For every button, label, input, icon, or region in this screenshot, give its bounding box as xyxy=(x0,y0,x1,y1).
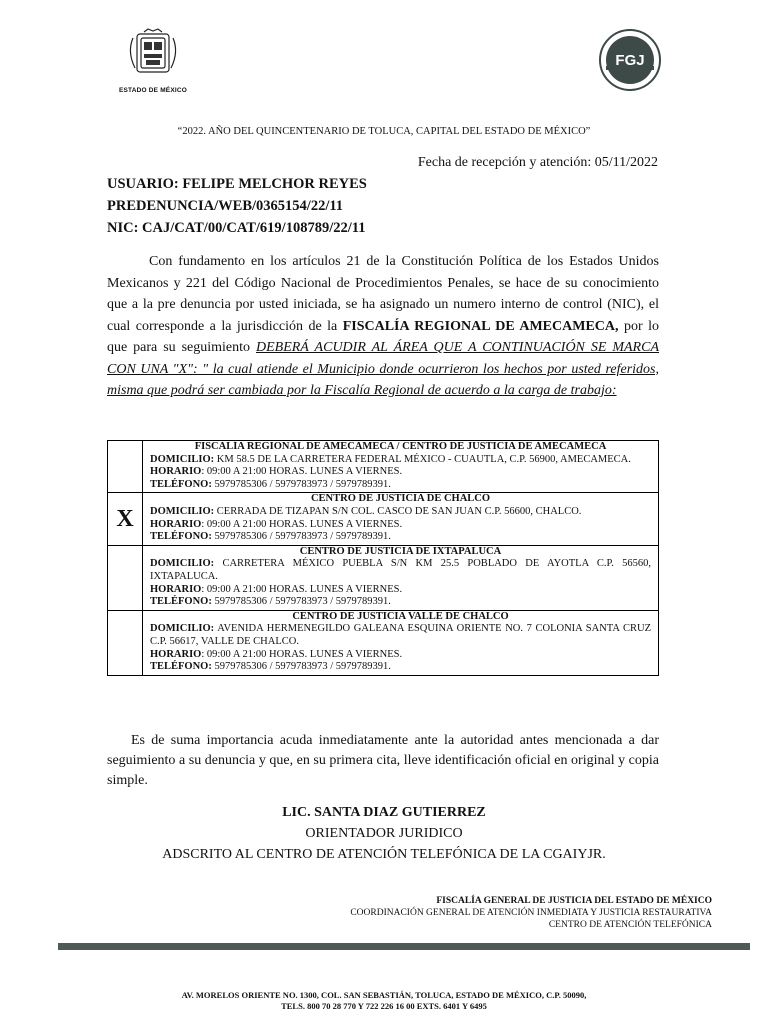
signer-name: LIC. SANTA DIAZ GUTIERREZ xyxy=(282,805,486,820)
horario-label: HORARIO xyxy=(150,648,202,660)
center-title: FISCALÍA REGIONAL DE AMECAMECA / CENTRO DE JUSTICIA DE AMECAMECA xyxy=(194,441,607,452)
table-row xyxy=(108,610,659,675)
center-address: AVENIDA HERMENEGILDO GALEANA ESQUINA ORIENTE NO. 7 COLONIA SANTA CRUZ C.P. 56617, VALLE DE CHALCO. xyxy=(150,623,651,647)
domicilio-label: DOMICILIO: xyxy=(150,505,215,517)
center-title: CENTRO DE JUSTICIA DE CHALCO xyxy=(310,493,491,505)
footer-divider xyxy=(58,943,750,950)
center-title: CENTRO DE JUSTICIA VALLE DE CHALCO xyxy=(292,610,509,622)
footer-institution xyxy=(350,895,712,931)
center-phones: 5979785306 / 5979783973 / 5979789391. xyxy=(214,596,391,608)
fiscalia-name: FISCALÍA REGIONAL DE AMECAMECA, xyxy=(342,318,619,334)
center-address: CARRETERA MÉXICO PUEBLA S/N KM 25.5 POBLADO DE AYOTLA C.P. 56560, IXTAPALUCA. xyxy=(150,558,651,582)
state-caption: ESTADO DE MÉXICO xyxy=(118,87,188,94)
reception-date: Fecha de recepción y atención: 05/11/2022 xyxy=(417,155,658,170)
center-hours: : 09:00 A 21:00 HORAS. LUNES A VIERNES. xyxy=(201,518,403,530)
signer-role: ORIENTADOR JURIDICO xyxy=(305,826,463,841)
center-hours: : 09:00 A 21:00 HORAS. LUNES A VIERNES. xyxy=(201,648,403,660)
coat-of-arms-icon xyxy=(108,28,198,80)
instruction-underlined: DEBERÁ ACUDIR AL ÁREA QUE A CONTINUACIÓN SE MARCA CON UNA "X": " la cual atiende el Municipio donde ocurrieron los hechos por usted referidos, misma que podrá ser cambiada por la Fiscalía Regional de acuerdo a la carga de trabajo: xyxy=(107,340,660,398)
closing-paragraph: Es de suma importancia acuda inmediatamente ante la autoridad antes mencionada a dar seguimiento a su denuncia y que, en su primera cita, lleve identificación oficial en original y copia simple. xyxy=(107,733,659,788)
horario-label: HORARIO xyxy=(150,466,202,478)
center-address: KM 58.5 DE LA CARRETERA FEDERAL MÉXICO - CUAUTLA, C.P. 56900, AMECAMECA. xyxy=(216,453,631,465)
center-phones: 5979785306 / 5979783973 / 5979789391. xyxy=(214,661,391,673)
year-motto: “2022. AÑO DEL QUINCENTENARIO DE TOLUCA, CAPITAL DEL ESTADO DE MÉXICO” xyxy=(177,126,591,137)
center-info xyxy=(143,441,659,493)
predenuncia-line: PREDENUNCIA/WEB/0365154/22/11 xyxy=(107,198,344,214)
signature-block xyxy=(0,802,768,865)
center-phones: 5979785306 / 5979783973 / 5979789391. xyxy=(214,478,391,490)
selection-mark xyxy=(108,441,143,493)
telefono-label: TELÉFONO: xyxy=(150,661,212,673)
address-line-2: TELS. 800 70 28 770 Y 722 226 16 00 EXTS. 6401 Y 6495 xyxy=(281,1001,487,1011)
horario-label: HORARIO xyxy=(150,518,202,530)
body-text-1: Con fundamento en los artículos 21 de la Constitución Política de los Estados Unidos Mexicanos y 221 del Código Nacional de Procedimientos Penales, se hace de su conocimiento que a la pre denuncia por usted iniciada, se ha asignado un numero interno de control (NIC), el cual corresponde a la jurisdicción de la xyxy=(107,254,659,334)
center-hours: : 09:00 A 21:00 HORAS. LUNES A VIERNES. xyxy=(201,583,403,595)
estado-de-mexico-logo xyxy=(108,28,198,94)
telefono-label: TELÉFONO: xyxy=(150,478,212,490)
footer-line-2: COORDINACIÓN GENERAL DE ATENCIÓN INMEDIATA Y JUSTICIA RESTAURATIVA xyxy=(350,908,712,918)
domicilio-label: DOMICILIO: xyxy=(150,558,215,570)
horario-label: HORARIO xyxy=(150,583,202,595)
selection-mark xyxy=(108,610,143,675)
case-identifiers xyxy=(107,173,367,239)
body-paragraph xyxy=(107,251,659,402)
telefono-label: TELÉFONO: xyxy=(150,531,212,543)
justice-centers-table xyxy=(107,440,659,676)
footer-address xyxy=(0,990,768,1012)
fgj-logo xyxy=(598,28,662,92)
center-info xyxy=(143,610,659,675)
telefono-label: TELÉFONO: xyxy=(150,596,212,608)
center-info xyxy=(143,493,659,545)
center-address: CERRADA DE TIZAPAN S/N COL. CASCO DE SAN JUAN C.P. 56600, CHALCO. xyxy=(216,505,582,517)
table-row xyxy=(108,441,659,493)
domicilio-label: DOMICILIO: xyxy=(150,453,215,465)
selection-mark xyxy=(108,545,143,610)
selection-mark: X xyxy=(108,493,143,545)
body-text-2: por lo que para su seguimiento xyxy=(107,318,659,355)
domicilio-label: DOMICILIO: xyxy=(150,623,215,635)
table-row xyxy=(108,493,659,545)
footer-line-1: FISCALÍA GENERAL DE JUSTICIA DEL ESTADO DE MÉXICO xyxy=(436,896,712,906)
address-line-1: AV. MORELOS ORIENTE NO. 1300, COL. SAN SEBASTIÁN, TOLUCA, ESTADO DE MÉXICO, C.P. 50090, xyxy=(181,990,587,1000)
nic-line: NIC: CAJ/CAT/00/CAT/619/108789/22/11 xyxy=(107,220,366,236)
center-hours: : 09:00 A 21:00 HORAS. LUNES A VIERNES. xyxy=(201,466,403,478)
usuario-line: USUARIO: FELIPE MELCHOR REYES xyxy=(107,176,367,192)
signer-office: ADSCRITO AL CENTRO DE ATENCIÓN TELEFÓNICA DE LA CGAIYJR. xyxy=(162,847,606,862)
fgj-logo-text: FGJ xyxy=(615,52,645,69)
footer-line-3: CENTRO DE ATENCIÓN TELEFÓNICA xyxy=(548,920,712,930)
table-row xyxy=(108,545,659,610)
center-info xyxy=(143,545,659,610)
center-phones: 5979785306 / 5979783973 / 5979789391. xyxy=(214,531,391,543)
center-title: CENTRO DE JUSTICIA DE IXTAPALUCA xyxy=(299,545,502,557)
